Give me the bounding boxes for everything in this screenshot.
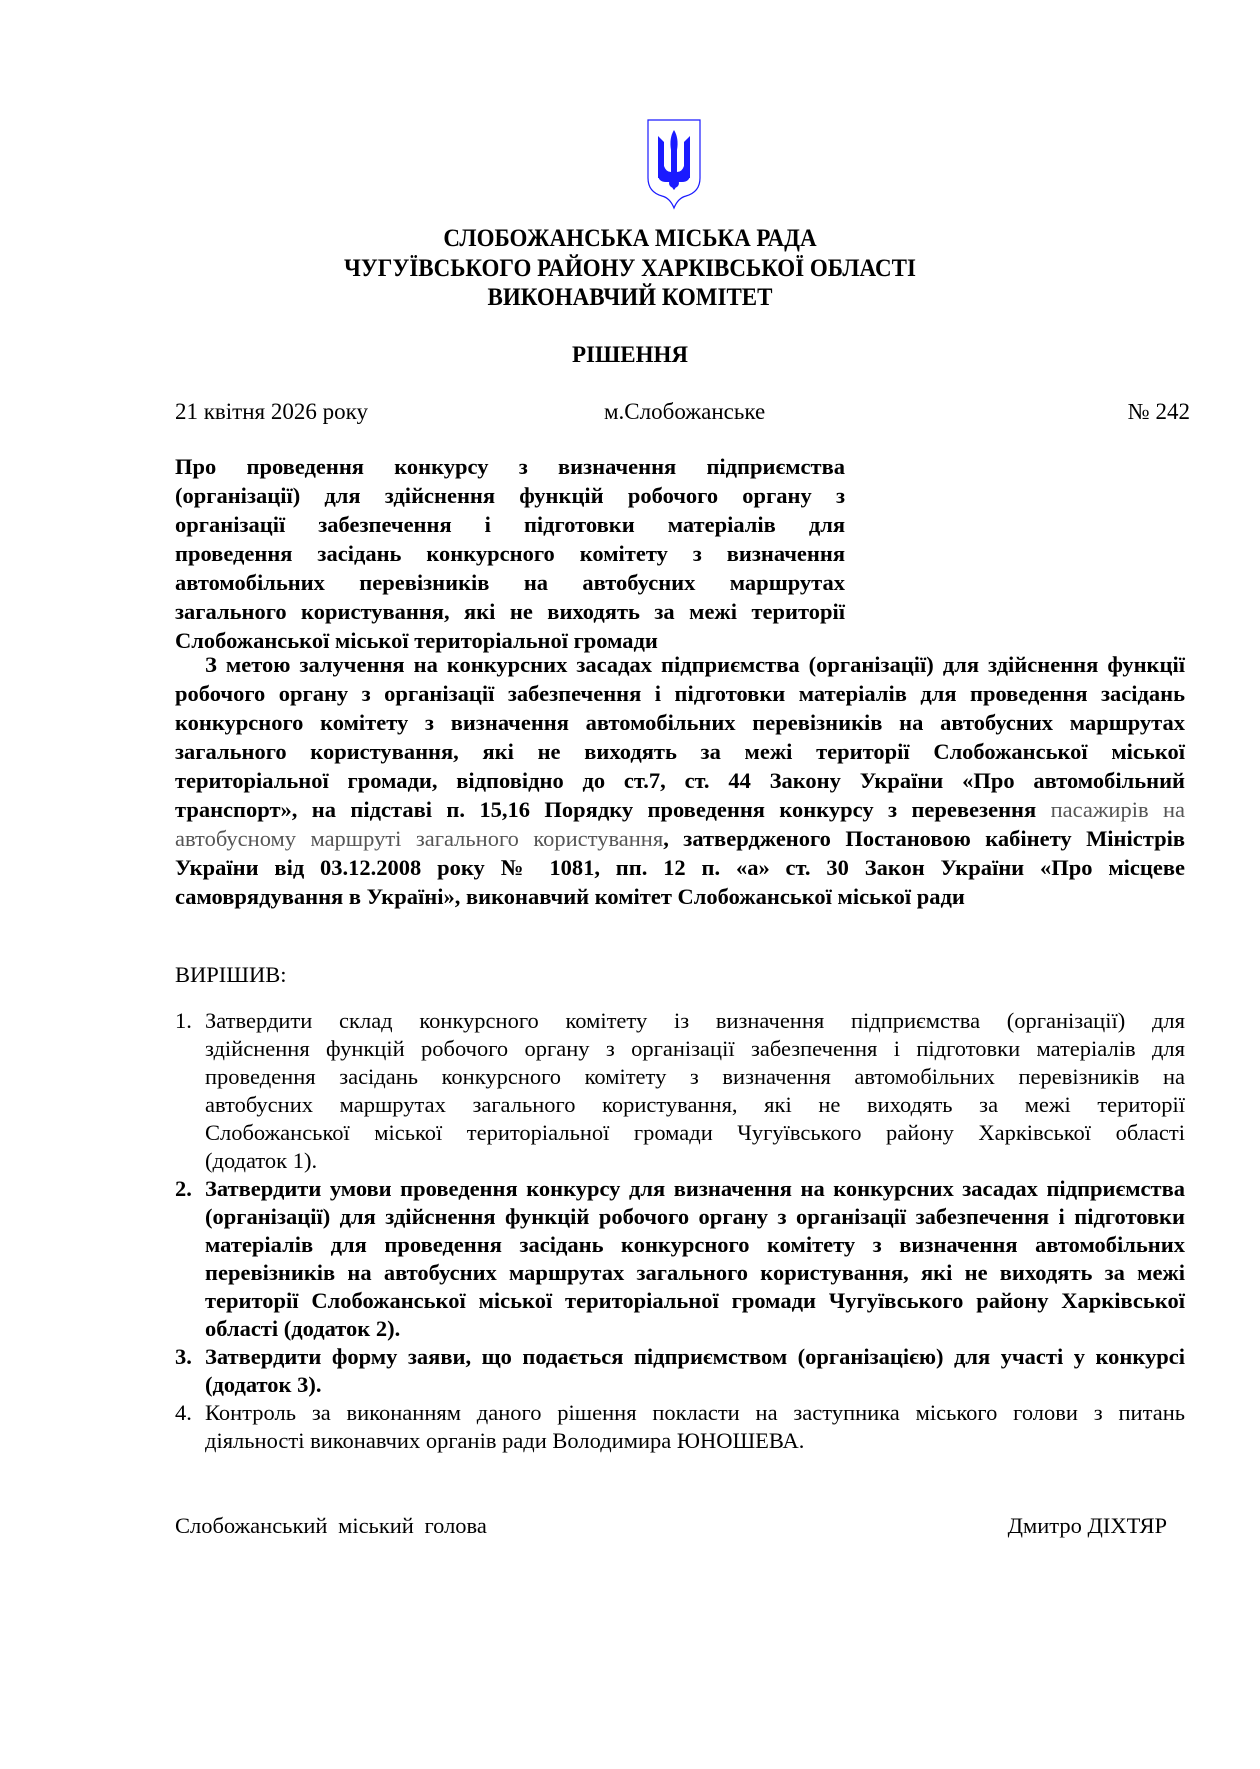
preamble-line: З метою залучення на конкурсних засадах підприємства (організації) для здійснення функції <box>205 652 1185 677</box>
preamble-line: конкурсного комітету з визначення автомобільних перевізників на автобусних маршрутах <box>175 710 1185 735</box>
item-number: 2. <box>175 1176 192 1201</box>
subject-line: проведення засідань конкурсного комітету з визначення <box>175 541 845 566</box>
item-line: здійснення функцій робочого органу з організації забезпечення і підготовки матеріалів для <box>205 1036 1185 1061</box>
item-number: 3. <box>175 1344 192 1369</box>
preamble-line <box>175 795 1185 824</box>
item-line: Затвердити умови проведення конкурсу для визначення на конкурсних засадах підприємства <box>205 1176 1185 1201</box>
preamble-gray-text: пасажирів на <box>1050 797 1186 822</box>
subject-line: Слобожанської міської територіальної громади <box>175 628 658 653</box>
council-name: СЛОБОЖАНСЬКА МІСЬКА РАДА <box>443 225 817 252</box>
item-line: Контроль за виконанням даного рішення покласти на заступника міського голови з питань <box>205 1400 1185 1425</box>
subject-line: (організації) для здійснення функцій робочого органу з <box>175 483 845 508</box>
ukraine-coat-of-arms-icon <box>644 116 704 210</box>
preamble-text: транспорт», на підставі п. 15,16 Порядку проведення конкурсу з перевезення <box>175 797 1037 822</box>
resolution-item <box>175 1175 1185 1343</box>
preamble-text: , затвердженого Постановою кабінету Міністрів <box>663 826 1185 851</box>
subject-line: загального користування, які не виходять за межі території <box>175 599 845 624</box>
preamble-line: робочого органу з організації забезпечення і підготовки матеріалів для проведення засідань <box>175 681 1185 706</box>
item-line: Затвердити склад конкурсного комітету із визначення підприємства (організації) для <box>205 1008 1185 1033</box>
executive-committee: ВИКОНАВЧИЙ КОМІТЕТ <box>487 284 773 311</box>
subject-line: Про проведення конкурсу з визначення підприємства <box>175 454 845 479</box>
preamble-line: самоврядування в Україні», виконавчий комітет Слобожанської міської ради <box>175 884 965 909</box>
subject-line: автомобільних перевізників на автобусних маршрутах <box>175 570 845 595</box>
item-line: (організації) для здійснення функцій робочого органу з організації забезпечення і підготовки <box>205 1204 1185 1229</box>
subject-line: організації забезпечення і підготовки матеріалів для <box>175 512 845 537</box>
item-line: Затвердити форму заяви, що подається підприємством (організацією) для участі у конкурсі <box>205 1344 1185 1369</box>
decision-city: м.Слобожанське <box>604 399 766 424</box>
item-line: території Слобожанської міської територіальної громади Чугуївського району Харківської <box>205 1288 1185 1313</box>
preamble <box>175 650 1185 911</box>
item-number: 4. <box>175 1400 192 1425</box>
decision-subject <box>175 452 845 655</box>
decision-number: № 242 <box>1127 399 1190 424</box>
decision-date: 21 квітня 2026 року <box>175 399 368 424</box>
item-line: (додаток 1). <box>205 1148 318 1173</box>
council-region: ЧУГУЇВСЬКОГО РАЙОНУ ХАРКІВСЬКОЇ ОБЛАСТІ <box>344 255 916 282</box>
resolution-items <box>175 1007 1185 1455</box>
item-line: перевізників на автобусних маршрутах загального користування, які не виходять за межі <box>205 1260 1185 1285</box>
document-title: РІШЕННЯ <box>572 342 688 367</box>
preamble-line: територіальної громади, відповідно до ст.7, ст. 44 Закону України «Про автомобільний <box>175 768 1185 793</box>
item-line: автобусних маршрутах загального користування, які не виходять за межі території <box>205 1092 1185 1117</box>
preamble-line <box>175 824 1185 853</box>
item-line: області (додаток 2). <box>205 1316 401 1341</box>
preamble-line: загального користування, які не виходять за межі території Слобожанської міської <box>175 739 1185 764</box>
signatory-name: Дмитро ДІХТЯР <box>1007 1513 1167 1538</box>
resolution-item <box>175 1007 1185 1175</box>
item-line: Слобожанської міської територіальної громади Чугуївського району Харківської області <box>205 1120 1185 1145</box>
resolution-item <box>175 1343 1185 1399</box>
item-line: діяльності виконавчих органів ради Володимира ЮНОШЕВА. <box>205 1428 805 1453</box>
resolution-item <box>175 1399 1185 1455</box>
signatory-position: Слобожанський міський голова <box>175 1513 487 1538</box>
item-line: (додаток 3). <box>205 1372 322 1397</box>
preamble-gray-text: автобусному маршруті загального користування <box>175 826 664 851</box>
item-line: проведення засідань конкурсного комітету з визначення автомобільних перевізників на <box>205 1064 1185 1089</box>
item-line: матеріалів для проведення засідань конкурсного комітету з визначення автомобільних <box>205 1232 1185 1257</box>
resolved-label: ВИРІШИВ: <box>175 962 287 987</box>
preamble-line: України від 03.12.2008 року № 1081, пп. 12 п. «а» ст. 30 Закон України «Про місцеве <box>175 855 1185 880</box>
item-number: 1. <box>175 1008 192 1033</box>
